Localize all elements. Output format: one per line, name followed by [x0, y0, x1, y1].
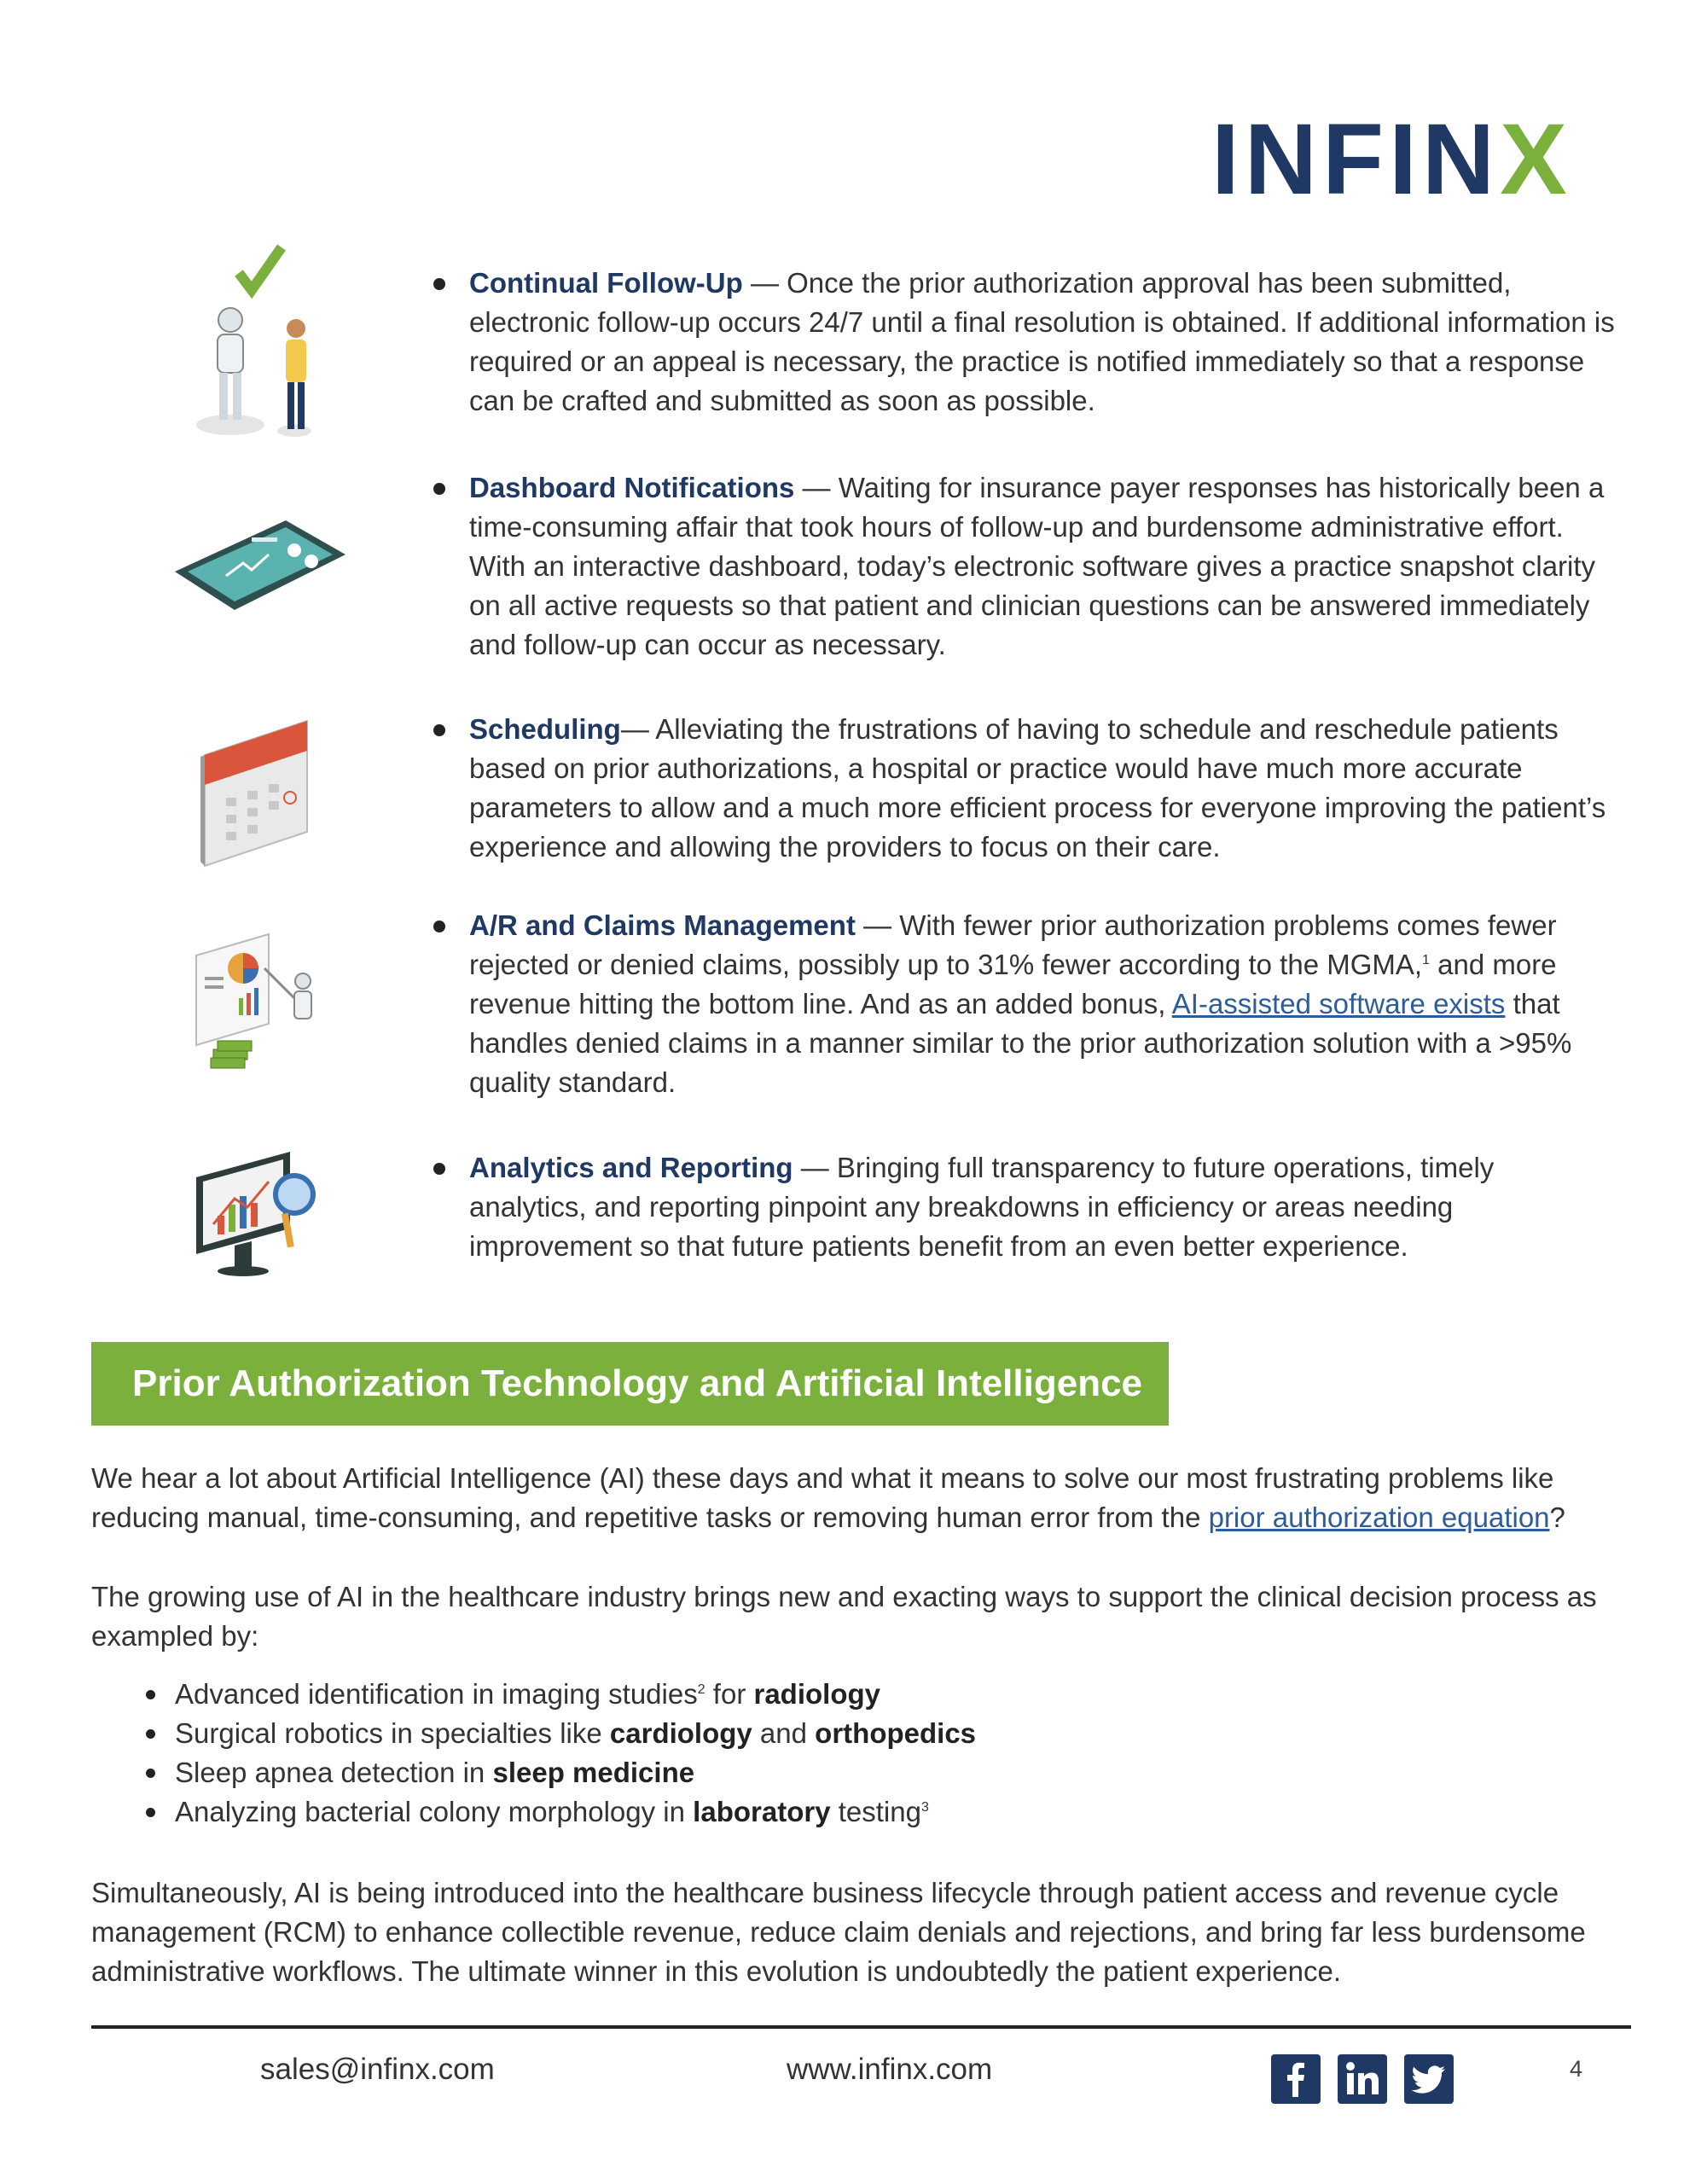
feature-title: Analytics and Reporting — [469, 1152, 793, 1183]
list-text: Surgical robotics in specialties like — [175, 1717, 610, 1749]
list-bold: sleep medicine — [492, 1757, 695, 1788]
feature-text — [469, 468, 1617, 665]
feature-text — [469, 710, 1617, 867]
list-bold: orthopedics — [815, 1717, 977, 1749]
section-heading: Prior Authorization Technology and Artificial Intelligence — [91, 1342, 1169, 1426]
feature-body: Once the prior authorization approval has been submitted, electronic follow-up occurs 24/7 until a final resolution is obtained. If additional information is required or an appeal is necessary, the practice is notified immediately so that a response can be crafted and submitted as soon as possible. — [469, 267, 1615, 416]
feature-body: With fewer prior authorization problems comes fewer rejected or denied claims, possibly up to 31% fewer according to the MGMA, — [469, 909, 1557, 980]
list-text: Advanced identification in imaging studies — [175, 1678, 698, 1710]
footnote-ref: 3 — [920, 1800, 929, 1815]
bullet — [433, 724, 445, 736]
list-text: Sleep apnea detection in — [175, 1757, 493, 1788]
separator: — — [793, 1152, 837, 1183]
bullet — [433, 921, 445, 932]
page-number: 4 — [1570, 2056, 1583, 2082]
footer-divider — [91, 2025, 1631, 2029]
tablet-dashboard-icon — [166, 503, 354, 631]
list-text: and — [752, 1717, 816, 1749]
ai-software-link[interactable]: AI-assisted software exists — [1171, 988, 1506, 1019]
bullet — [433, 278, 445, 290]
monitor-analytics-icon — [166, 1143, 354, 1280]
list-text: testing — [830, 1796, 921, 1827]
bullet — [433, 1163, 445, 1175]
list-bold: cardiology — [609, 1717, 752, 1749]
twitter-icon[interactable] — [1404, 2054, 1454, 2104]
feature-title: A/R and Claims Management — [469, 909, 856, 941]
list-text: Analyzing bacterial colony morphology in — [175, 1796, 694, 1827]
bullet — [433, 483, 445, 495]
feature-body: Bringing full transparency to future operations, timely analytics, and reporting pinpoint any breakdowns in efficiency or areas needing improvement so that future patients benefit from an even better experience. — [469, 1152, 1495, 1262]
infinx-logo — [1211, 103, 1572, 216]
feature-title: Continual Follow-Up — [469, 267, 743, 299]
list-bold: laboratory — [693, 1796, 831, 1827]
feature-title: Scheduling — [469, 713, 621, 745]
feature-text — [469, 1148, 1617, 1266]
facebook-icon[interactable] — [1271, 2054, 1321, 2104]
footer-website[interactable]: www.infinx.com — [787, 2053, 993, 2086]
robot-presentation-icon — [166, 921, 354, 1083]
footer-email[interactable]: sales@infinx.com — [260, 2053, 495, 2086]
calendar-icon — [166, 704, 354, 874]
list-text: for — [705, 1678, 754, 1710]
ai-intro-paragraph — [91, 1459, 1627, 1537]
ai-examples-list — [91, 1675, 1627, 1832]
prior-auth-equation-link[interactable]: prior authorization equation — [1208, 1502, 1550, 1533]
feature-body-post: that handles denied claims in a manner similar to the prior authorization solution with a >95% quality standard. — [469, 988, 1572, 1098]
list-item — [91, 1753, 1627, 1792]
ai-growth-paragraph: The growing use of AI in the healthcare industry brings new and exacting ways to support the clinical decision process as exampled by: — [91, 1581, 1597, 1652]
feature-body: Alleviating the frustrations of having to schedule and reschedule patients based on prior authorizations, a hospital or practice would have much more accurate parameters to allow and a much more efficient process for everyone improving the patient’s experience and allowing the providers to focus on their care. — [469, 713, 1606, 863]
paragraph-text: We hear a lot about Artificial Intelligence (AI) these days and what it means to solve our most frustrating problems like reducing manual, time-consuming, and repetitive tasks or removing human error from the — [91, 1462, 1554, 1533]
logo-accent: X — [1500, 103, 1572, 216]
separator: — — [620, 713, 656, 745]
linkedin-icon[interactable] — [1338, 2054, 1387, 2104]
footnote-ref: 1 — [1422, 953, 1430, 967]
feature-text — [469, 264, 1617, 421]
feature-body: Waiting for insurance payer responses has historically been a time-consuming affair that took hours of follow-up and burdensome administrative effort. With an interactive dashboard, today’s electronic software gives a practice snapshot clarity on all active requests so that patient and clinician questions can be answered immediately and follow-up can occur as necessary. — [469, 472, 1605, 660]
robot-and-person-icon — [166, 239, 354, 444]
ai-rcm-paragraph: Simultaneously, AI is being introduced into the healthcare business lifecycle through patient access and revenue cycle management (RCM) to enhance collectible revenue, reduce claim denials and rejections, and bring far less burdensome administrative workflows. The ultimate winner in this evolution is undoubtedly the patient experience. — [91, 1877, 1586, 1987]
list-item — [91, 1675, 1627, 1714]
separator: — — [794, 472, 839, 503]
list-bold: radiology — [753, 1678, 881, 1710]
separator: — — [742, 267, 787, 299]
paragraph-text-end: ? — [1549, 1502, 1565, 1533]
footnote-ref: 2 — [697, 1682, 705, 1697]
feature-text — [469, 906, 1617, 1102]
feature-body-mid: and more revenue hitting the bottom line. And as an added bonus, — [469, 949, 1557, 1019]
list-item — [91, 1792, 1627, 1832]
feature-title: Dashboard Notifications — [469, 472, 795, 503]
list-item — [91, 1714, 1627, 1753]
separator: — — [855, 909, 900, 941]
logo-main: INFIN — [1211, 103, 1501, 216]
